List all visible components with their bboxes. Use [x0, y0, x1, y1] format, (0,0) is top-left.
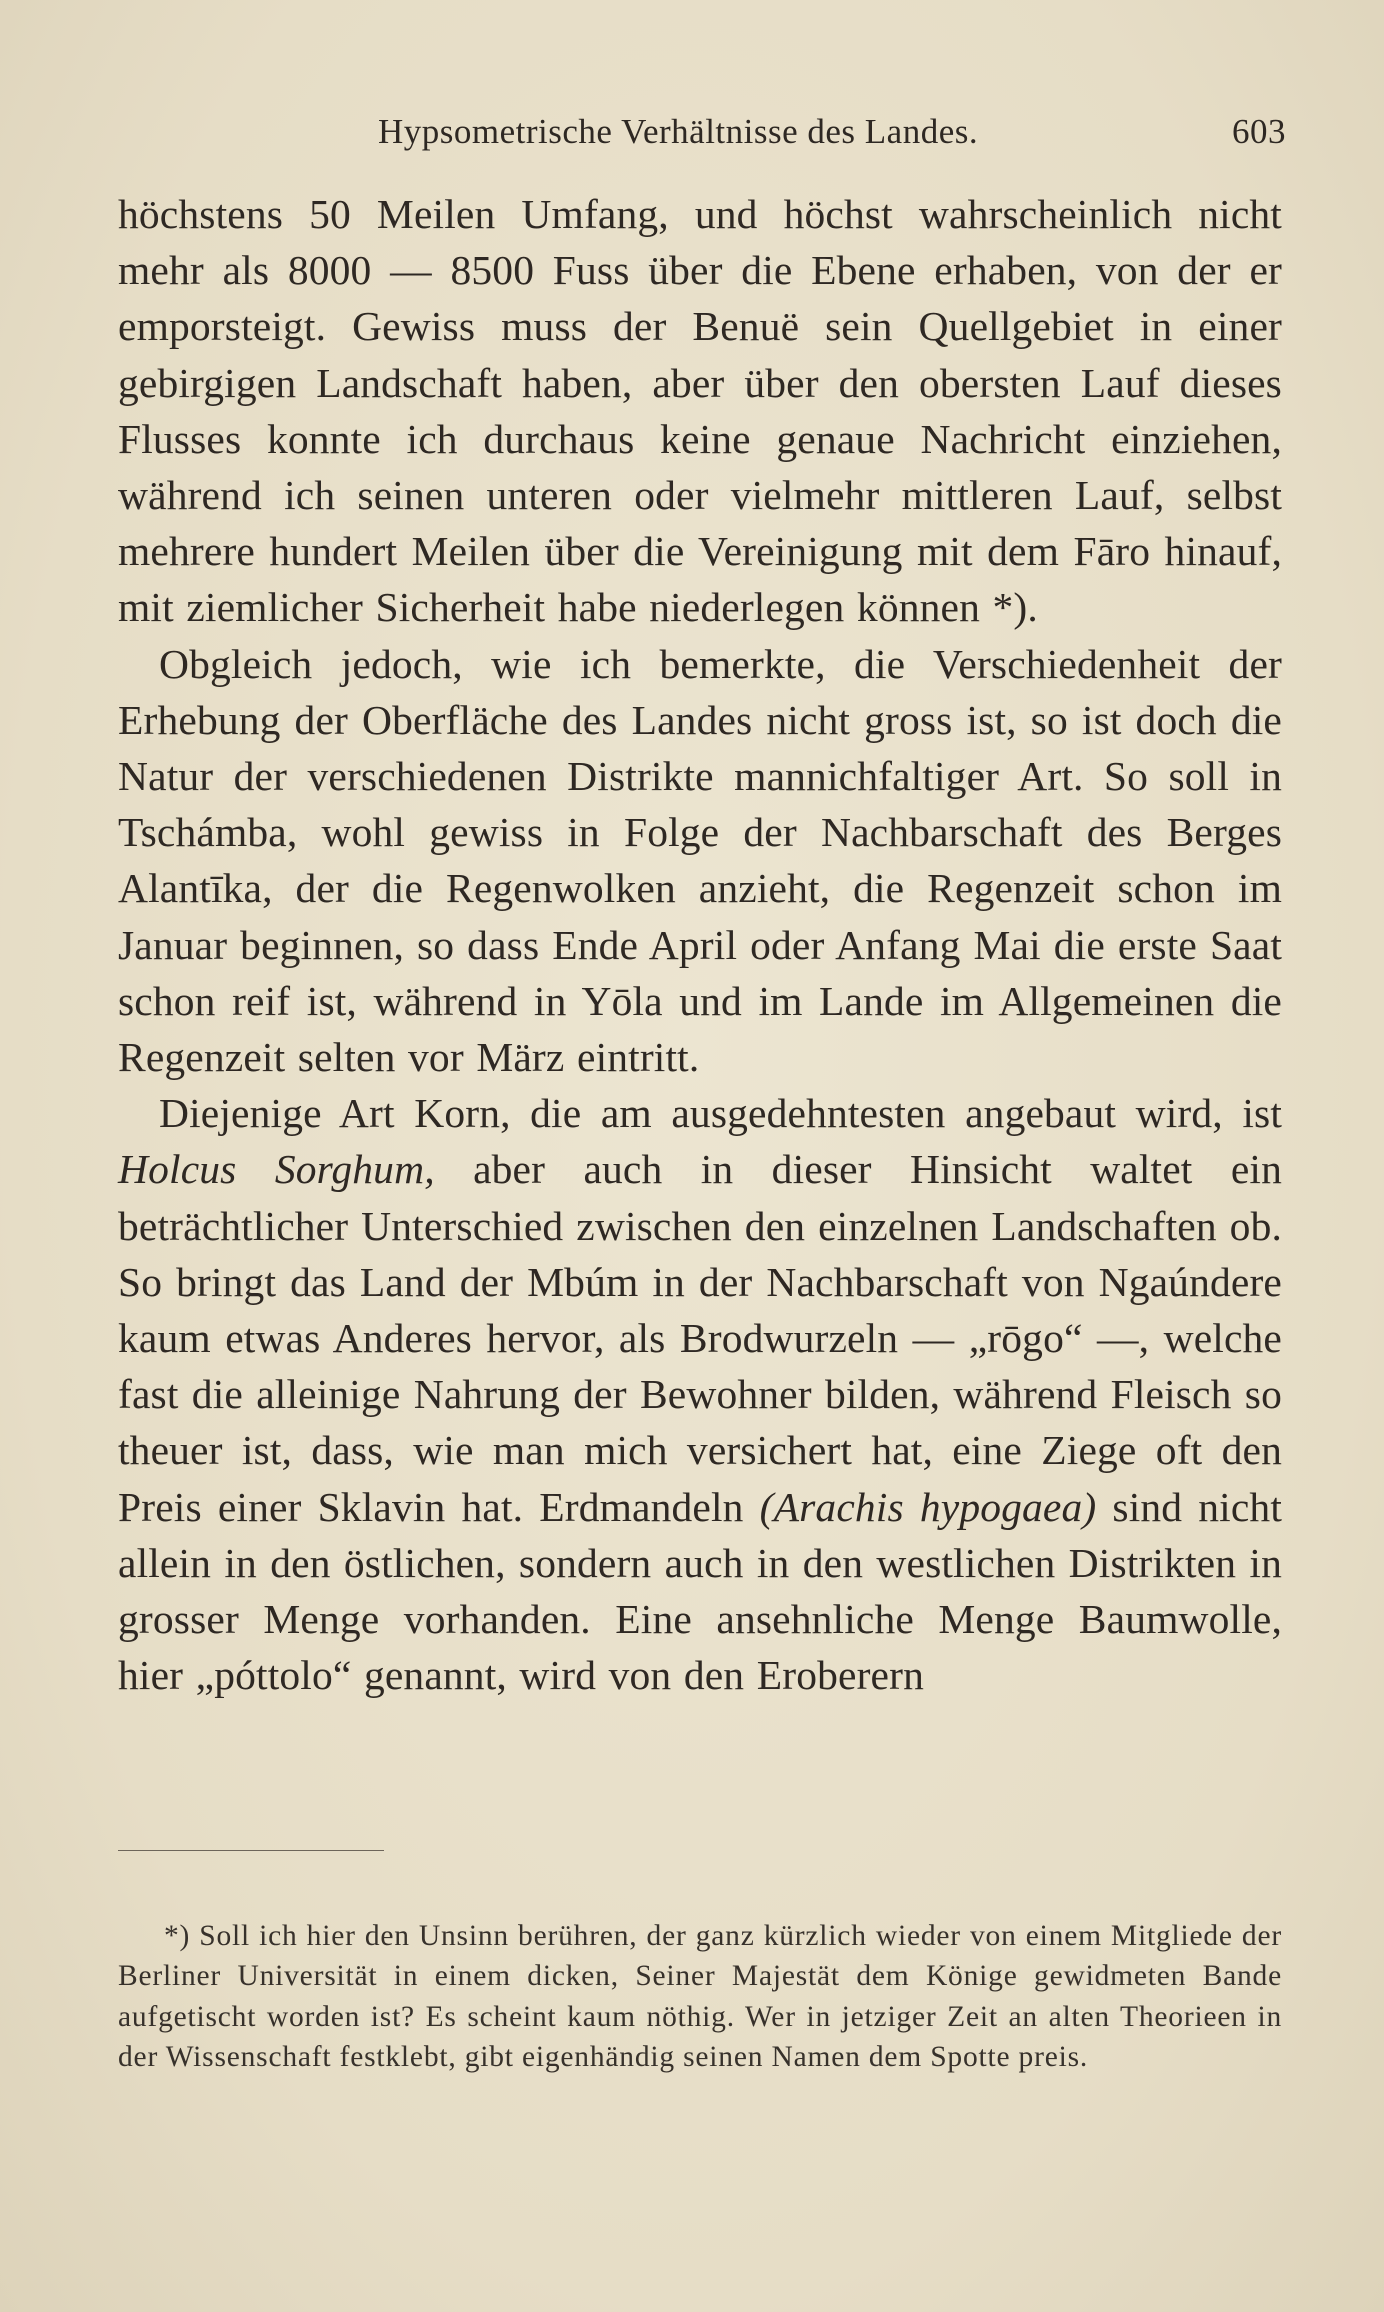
running-head	[118, 112, 1286, 162]
paragraph-3-text-a: Diejenige Art Korn, die am ausgedehntesten angebaut wird, ist	[159, 1090, 1282, 1137]
footnote: *) Soll ich hier den Unsinn berühren, der ganz kürzlich wieder von einem Mitgliede der Berliner Universität in einem dicken, Seiner Majestät dem Könige gewidmeten Bande aufgetischt worden ist? Es scheint kaum nöthig. Wer in jetziger Zeit an alten Theorieen in der Wissenschaft festklebt, gibt eigenhändig seinen Namen dem Spotte preis.	[118, 1919, 1282, 2073]
running-title: Hypsometrische Verhältnisse des Landes.	[378, 112, 979, 151]
paragraph-3-text-c: sind nicht allein in den östlichen, sondern auch in den westlichen Distrikten in grosser Menge vorhanden. Eine ansehnliche Menge Baumwolle, hier „póttolo“ genannt, wird von den Eroberern	[118, 1483, 1283, 1699]
paragraph-2: Obgleich jedoch, wie ich bemerkte, die Verschiedenheit der Erhebung der Oberfläche des Landes nicht gross ist, so ist doch die Natur der verschiedenen Distrikte mannichfaltiger Art. So soll in Tschámba, wohl gewiss in Folge der Nachbarschaft des Berges Alantīka, der die Regenwolken anzieht, die Regenzeit schon im Januar beginnen, so dass Ende April oder Anfang Mai die erste Saat schon reif ist, während in Yōla und im Lande im Allgemeinen die Regenzeit selten vor März eintritt.	[118, 640, 1282, 1081]
footnote-divider	[118, 1850, 384, 1851]
paragraph-3	[118, 1085, 1282, 1703]
species-name-holcus: Holcus Sorghum,	[118, 1146, 435, 1193]
species-name-arachis: (Arachis hypogaea)	[759, 1483, 1097, 1530]
paragraph-3-text-b: aber auch in dieser Hinsicht waltet ein beträchtlicher Unterschied zwischen den einzelnen Landschaften ob. So bringt das Land der Mbúm in der Nachbarschaft von Ngaúndere kaum etwas Anderes hervor, als Brodwurzeln — „rōgo“ —, welche fast die alleinige Nahrung der Bewohner bilden, während Fleisch so theuer ist, dass, wie man mich versichert hat, eine Ziege oft den Preis einer Sklavin hat. Erdmandeln	[118, 1146, 1282, 1530]
body-text	[118, 186, 1282, 1703]
page-number: 603	[1232, 112, 1286, 151]
paragraph-1: höchstens 50 Meilen Umfang, und höchst wahrscheinlich nicht mehr als 8000 — 8500 Fuss über die Ebene erhaben, von der er emporsteigt. Gewiss muss der Benuë sein Quellgebiet in einer gebirgigen Landschaft haben, aber über den obersten Lauf dieses Flusses konnte ich durchaus keine genaue Nachricht einziehen, während ich seinen unteren oder vielmehr mittleren Lauf, selbst mehrere hundert Meilen über die Vereinigung mit dem Fāro hinauf, mit ziemlicher Sicherheit habe niederlegen können *).	[118, 191, 1282, 631]
